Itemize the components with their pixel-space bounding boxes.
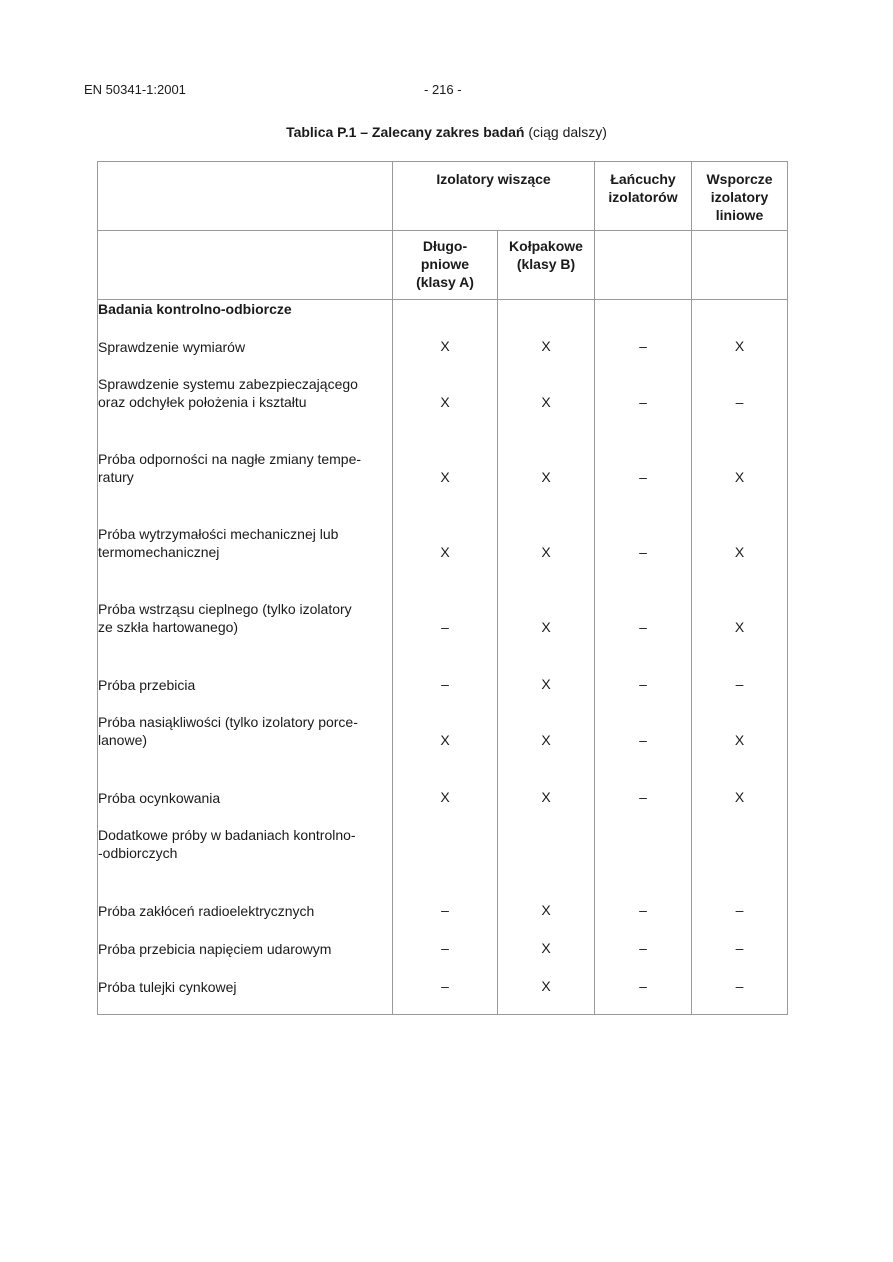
mark-chains: – (595, 707, 692, 782)
header-empty-cell (98, 162, 393, 231)
row-label: Próba wstrząsu cieplnego (tylko izolatory ze szkła hartowanego) (98, 594, 393, 669)
table-row (98, 782, 788, 820)
header-insulator-chains: Łańcuchy izolatorów (595, 162, 692, 231)
mark-chains: – (595, 369, 692, 444)
table-row (98, 933, 788, 971)
mark-cap-pin: X (498, 594, 595, 669)
header-row-1 (98, 162, 788, 231)
mark-cap-pin: X (498, 444, 595, 519)
table-row (98, 669, 788, 707)
mark-line-post: – (692, 895, 788, 933)
mark-line-post: X (692, 331, 788, 369)
standard-number: EN 50341-1:2001 (84, 82, 186, 97)
header-cap-and-pin: Kołpakowe (klasy B) (498, 231, 595, 300)
mark-chains: – (595, 933, 692, 971)
mark-line-post: – (692, 369, 788, 444)
section-title: Badania kontrolno-odbiorcze (98, 300, 393, 332)
header-line-post-insulators: Wsporcze izolatory liniowe (692, 162, 788, 231)
mark-chains: – (595, 444, 692, 519)
mark-long-rod: X (393, 331, 498, 369)
row-label: Sprawdzenie wymiarów (98, 331, 393, 369)
mark-line-post: X (692, 444, 788, 519)
row-label: Próba odporności na nagłe zmiany tempe- ratury (98, 444, 393, 519)
mark-chains: – (595, 669, 692, 707)
header-long-rod: Długo- pniowe (klasy A) (393, 231, 498, 300)
table-title-bold: Tablica P.1 – Zalecany zakres badań (286, 124, 525, 140)
mark-chains: – (595, 895, 692, 933)
test-scope-table (97, 161, 788, 1015)
row-label: Próba ocynkowania (98, 782, 393, 820)
row-label: Próba przebicia (98, 669, 393, 707)
row-label: Próba przebicia napięciem udarowym (98, 933, 393, 971)
mark-line-post: X (692, 519, 788, 594)
mark-cap-pin: X (498, 519, 595, 594)
mark-long-rod: X (393, 444, 498, 519)
table-title-suffix: (ciąg dalszy) (524, 124, 607, 140)
mark-long-rod: X (393, 782, 498, 820)
mark-long-rod: – (393, 669, 498, 707)
mark-line-post: X (692, 707, 788, 782)
row-label: Sprawdzenie systemu zabezpieczającego oraz odchyłek położenia i kształtu (98, 369, 393, 444)
mark-long-rod: X (393, 369, 498, 444)
header-empty-cell (98, 231, 393, 300)
mark-line-post: – (692, 669, 788, 707)
table-row (98, 895, 788, 933)
page-number: - 216 - (424, 82, 462, 97)
mark-cap-pin: X (498, 971, 595, 1015)
mark-long-rod (393, 820, 498, 895)
table-row (98, 331, 788, 369)
table-row (98, 444, 788, 519)
mark-line-post (692, 820, 788, 895)
table-row (98, 594, 788, 669)
table-row (98, 971, 788, 1015)
header-empty-cell (692, 231, 788, 300)
header-row-2 (98, 231, 788, 300)
mark-chains: – (595, 782, 692, 820)
mark-cap-pin: X (498, 669, 595, 707)
mark-chains: – (595, 971, 692, 1015)
mark-cap-pin: X (498, 782, 595, 820)
header-suspension-insulators: Izolatory wiszące (393, 162, 595, 231)
mark-long-rod: – (393, 895, 498, 933)
table-row (98, 519, 788, 594)
mark-chains: – (595, 519, 692, 594)
mark-long-rod: – (393, 594, 498, 669)
row-label: Dodatkowe próby w badaniach kontrolno- -odbiorczych (98, 820, 393, 895)
mark-long-rod: X (393, 519, 498, 594)
header-empty-cell (595, 231, 692, 300)
row-label: Próba tulejki cynkowej (98, 971, 393, 1015)
mark-long-rod: X (393, 707, 498, 782)
table-row (98, 707, 788, 782)
table-row (98, 820, 788, 895)
mark-cap-pin: X (498, 707, 595, 782)
table-row (98, 369, 788, 444)
mark-cap-pin (498, 820, 595, 895)
mark-long-rod: – (393, 971, 498, 1015)
mark-line-post: – (692, 971, 788, 1015)
mark-chains (595, 820, 692, 895)
mark-line-post: X (692, 782, 788, 820)
row-label: Próba wytrzymałości mechanicznej lub termomechanicznej (98, 519, 393, 594)
mark-chains: – (595, 331, 692, 369)
mark-line-post: X (692, 594, 788, 669)
row-label: Próba nasiąkliwości (tylko izolatory porce- lanowe) (98, 707, 393, 782)
mark-line-post: – (692, 933, 788, 971)
section-row (98, 300, 788, 332)
mark-cap-pin: X (498, 933, 595, 971)
mark-long-rod: – (393, 933, 498, 971)
table-title (0, 124, 893, 140)
row-label: Próba zakłóceń radioelektrycznych (98, 895, 393, 933)
mark-chains: – (595, 594, 692, 669)
mark-cap-pin: X (498, 895, 595, 933)
mark-cap-pin: X (498, 331, 595, 369)
mark-cap-pin: X (498, 369, 595, 444)
